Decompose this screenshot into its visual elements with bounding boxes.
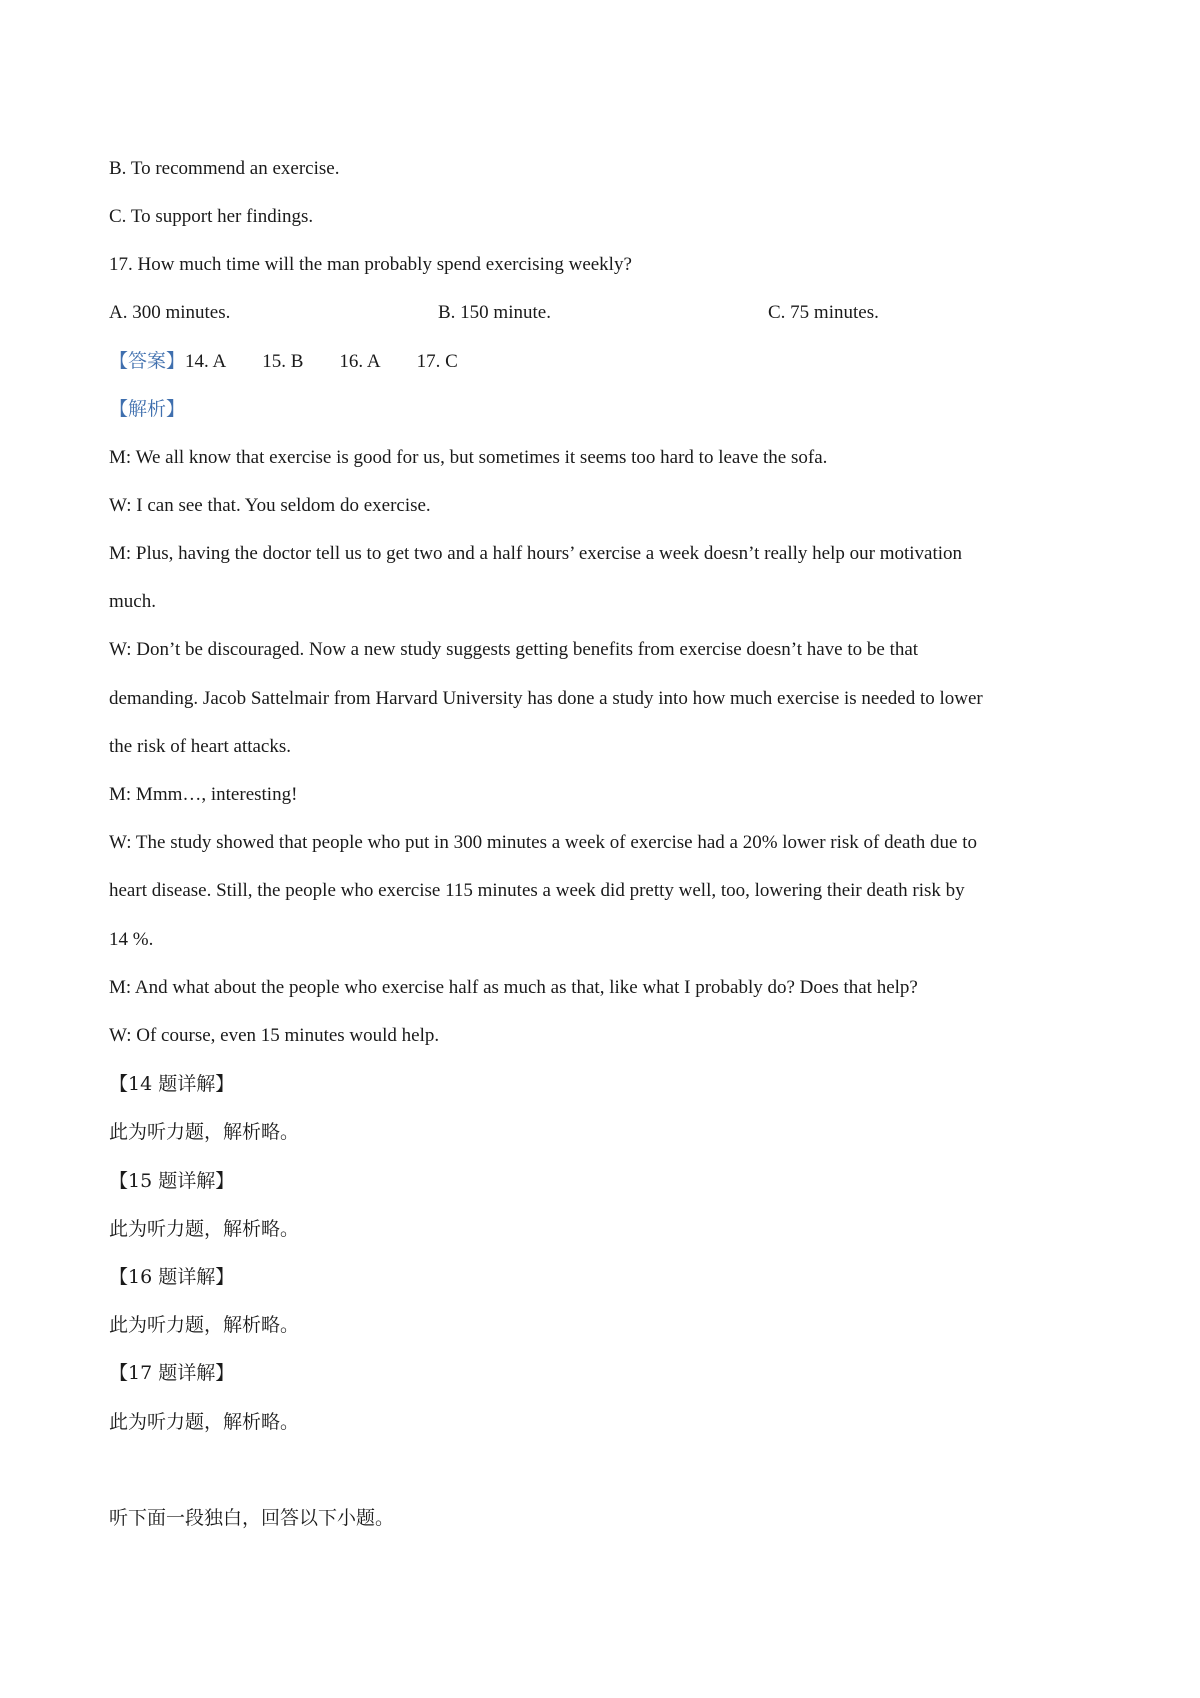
detail-body-14: 此为听力题，解析略。 xyxy=(109,1121,300,1143)
question-17-option-b: B. 150 minute. xyxy=(438,302,551,323)
transcript-line: the risk of heart attacks. xyxy=(109,736,292,757)
transcript-line: demanding. Jacob Sattelmair from Harvard University has done a study into how much exercise is needed to lower xyxy=(109,688,983,709)
detail-body-17: 此为听力题，解析略。 xyxy=(109,1411,300,1433)
transcript-line: M: Plus, having the doctor tell us to get two and a half hours’ exercise a week doesn’t really help our motivation xyxy=(109,543,963,564)
answer-item: 17. C xyxy=(416,351,458,372)
question-17-option-a: A. 300 minutes. xyxy=(109,302,231,323)
answer-item: 15. B xyxy=(262,351,304,372)
answer-label: 【答案】 xyxy=(109,350,186,372)
option-c-prev: C. To support her findings. xyxy=(109,206,314,227)
answer-item: 14. A xyxy=(185,351,227,372)
detail-body-15: 此为听力题，解析略。 xyxy=(109,1218,300,1240)
answer-line xyxy=(109,349,494,374)
detail-body-16: 此为听力题，解析略。 xyxy=(109,1314,300,1336)
transcript-line: heart disease. Still, the people who exercise 115 minutes a week did pretty well, too, lowering their death risk by xyxy=(109,880,965,901)
detail-heading-15: 【15 题详解】 xyxy=(109,1170,235,1192)
question-17-option-c: C. 75 minutes. xyxy=(768,302,879,323)
transcript-line: M: And what about the people who exercise half as much as that, like what I probably do? Does that help? xyxy=(109,977,918,998)
detail-heading-16: 【16 题详解】 xyxy=(109,1266,235,1288)
next-section-instruction: 听下面一段独白，回答以下小题。 xyxy=(109,1507,395,1529)
transcript-line: 14 %. xyxy=(109,929,154,950)
transcript-line: M: Mmm…, interesting! xyxy=(109,784,298,805)
detail-heading-17: 【17 题详解】 xyxy=(109,1362,235,1384)
transcript-line: W: The study showed that people who put in 300 minutes a week of exercise had a 20% lower risk of death due to xyxy=(109,832,977,853)
answer-item: 16. A xyxy=(339,351,381,372)
question-17-stem: 17. How much time will the man probably spend exercising weekly? xyxy=(109,254,632,275)
option-b-prev: B. To recommend an exercise. xyxy=(109,158,340,179)
transcript-line: W: Of course, even 15 minutes would help. xyxy=(109,1025,440,1046)
transcript-line: much. xyxy=(109,591,156,612)
transcript-line: M: We all know that exercise is good for us, but sometimes it seems too hard to leave the sofa. xyxy=(109,447,828,468)
transcript-line: W: Don’t be discouraged. Now a new study suggests getting benefits from exercise doesn’t have to be that xyxy=(109,639,919,660)
detail-heading-14: 【14 题详解】 xyxy=(109,1073,235,1095)
transcript-line: W: I can see that. You seldom do exercise. xyxy=(109,495,431,516)
analysis-label: 【解析】 xyxy=(109,398,186,420)
